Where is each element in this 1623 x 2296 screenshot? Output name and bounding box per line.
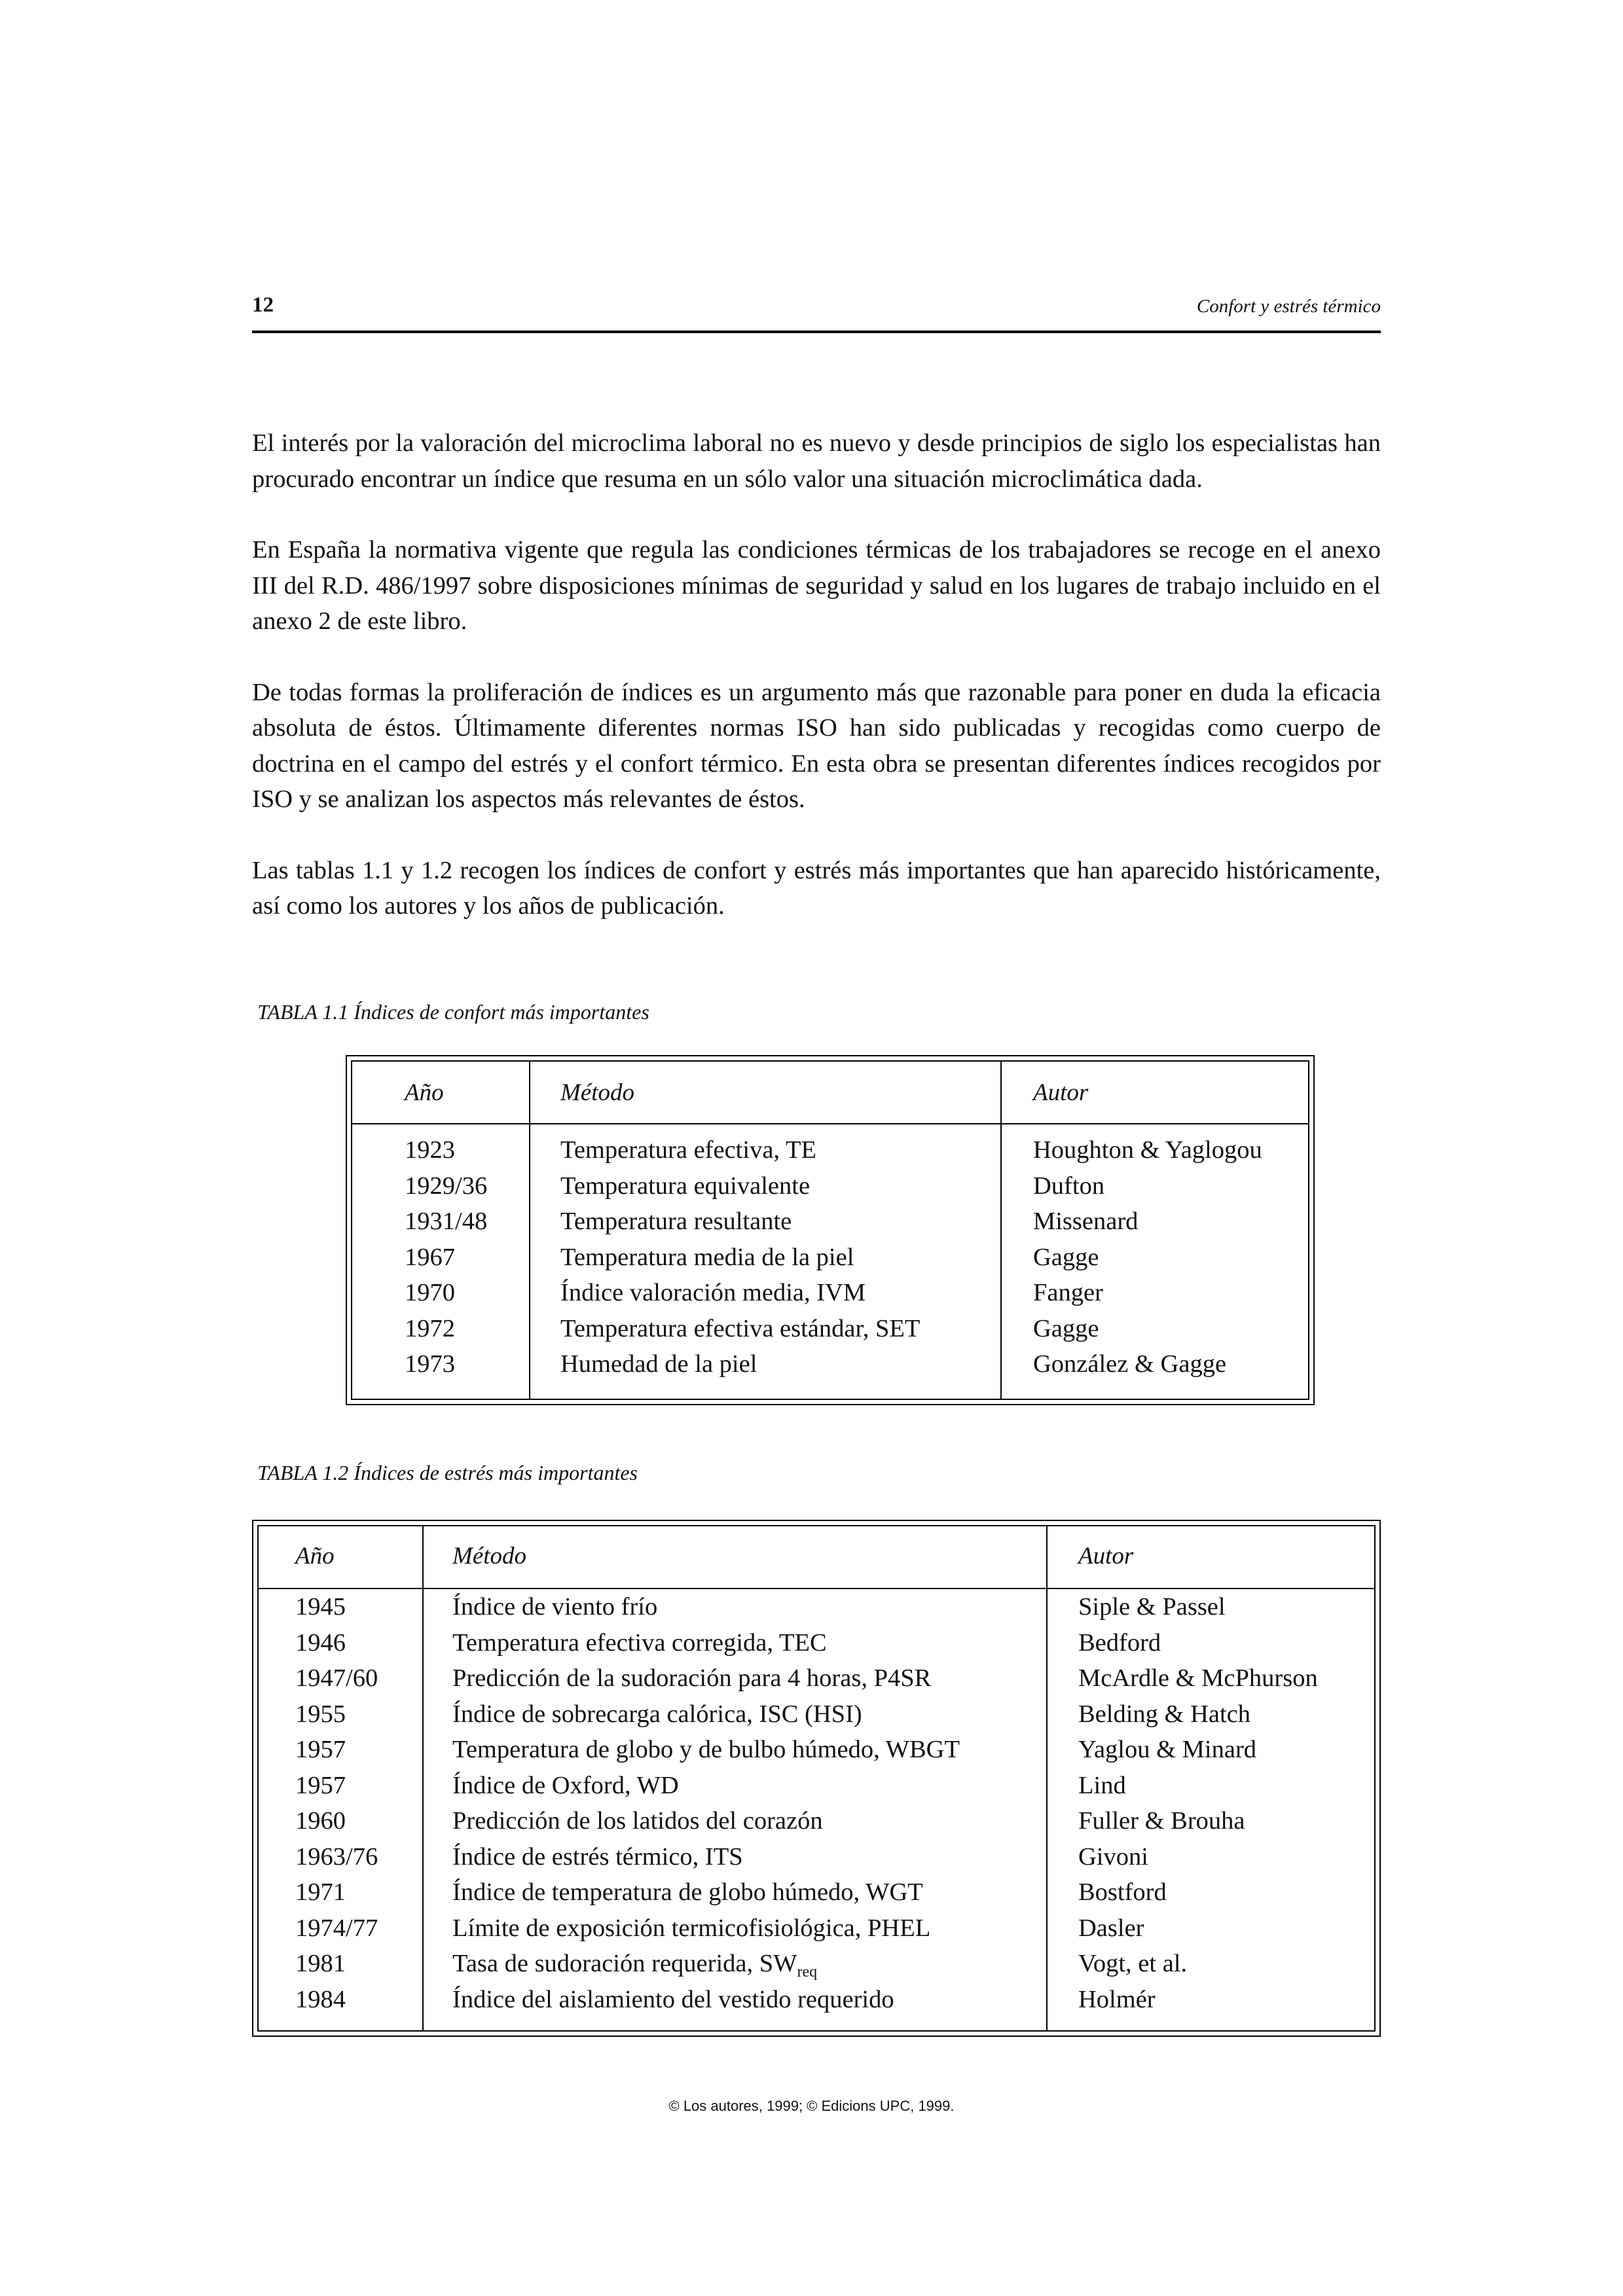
table1-header-author: Autor <box>1033 1079 1089 1106</box>
table-cell: Predicción de la sudoración para 4 horas, P4SR <box>452 1664 932 1692</box>
table2-header-author: Autor <box>1078 1543 1134 1570</box>
table-cell: Lind <box>1078 1771 1126 1799</box>
table-cell: Temperatura efectiva estándar, SET <box>560 1314 921 1342</box>
table-cell: 1957 <box>295 1771 346 1799</box>
table1 <box>346 1055 1315 1405</box>
table1-method-column <box>560 1132 920 1382</box>
table-cell: Gagge <box>1033 1243 1099 1271</box>
table-cell: 1955 <box>295 1700 346 1728</box>
table2-divider <box>422 1526 424 2030</box>
table-cell: Dufton <box>1033 1172 1105 1200</box>
table-cell: Índice valoración media, IVM <box>560 1279 866 1306</box>
table-cell: Vogt, et al. <box>1078 1950 1188 1977</box>
table-cell: 1947/60 <box>295 1664 378 1692</box>
table-cell: Bostford <box>1078 1878 1167 1906</box>
page-number: 12 <box>252 293 274 317</box>
table2-header-method: Método <box>452 1543 527 1570</box>
table-cell: Humedad de la piel <box>560 1350 757 1378</box>
table-cell: 1984 <box>295 1985 346 2013</box>
paragraph: En España la normativa vigente que regula las condiciones térmicas de los trabajadores se recoge en el anexo III del R.D. 486/1997 sobre disposiciones mínimas de seguridad y salud en los lugares de trabajo incluido en el anexo 2 de este libro. <box>252 536 1381 635</box>
table-cell: 1931/48 <box>405 1208 488 1235</box>
table1-caption: TABLA 1.1 Índices de confort más importantes <box>257 1000 649 1024</box>
table-cell: Holmér <box>1078 1985 1156 2013</box>
table-cell: Fanger <box>1033 1279 1103 1306</box>
table-cell: McArdle & McPhurson <box>1078 1664 1318 1692</box>
table-cell: Temperatura efectiva, TE <box>560 1136 816 1164</box>
table-cell: Límite de exposición termicofisiológica, PHEL <box>452 1914 931 1942</box>
table2-author-column <box>1078 1589 1318 2017</box>
table-cell: Dasler <box>1078 1914 1144 1942</box>
table-cell <box>452 1946 960 1982</box>
table-cell: 1960 <box>295 1807 346 1835</box>
table-cell: Temperatura resultante <box>560 1208 792 1235</box>
copyright-footer: © Los autores, 1999; © Edicions UPC, 1999. <box>668 2098 955 2114</box>
table2-header-year: Año <box>295 1543 335 1570</box>
table-cell: Índice del aislamiento del vestido requerido <box>452 1985 894 2013</box>
table1-header-method: Método <box>560 1079 635 1106</box>
table1-inner-frame <box>351 1060 1309 1400</box>
table-cell: Belding & Hatch <box>1078 1700 1251 1728</box>
table-cell: 1981 <box>295 1950 346 1977</box>
running-title: Confort y estrés térmico <box>1196 296 1381 317</box>
table-cell: Temperatura equivalente <box>560 1172 811 1200</box>
table-cell: Índice de temperatura de globo húmedo, WGT <box>452 1878 923 1906</box>
table-cell: Índice de Oxford, WD <box>452 1771 679 1799</box>
table2 <box>252 1520 1381 2037</box>
table1-header-rule <box>352 1123 1308 1124</box>
table1-header-year: Año <box>405 1079 444 1106</box>
table-cell: Yaglou & Minard <box>1078 1736 1257 1763</box>
table2-caption: TABLA 1.2 Índices de estrés más importantes <box>257 1461 638 1484</box>
table2-year-column <box>295 1589 378 2017</box>
table-cell: Índice de estrés térmico, ITS <box>452 1842 743 1871</box>
header-rule <box>252 331 1381 333</box>
table-cell: 1970 <box>405 1279 455 1306</box>
table-cell: Fuller & Brouha <box>1078 1807 1245 1835</box>
table-cell: 1974/77 <box>295 1914 378 1942</box>
table-cell: 1967 <box>405 1243 455 1271</box>
table-cell: Givoni <box>1078 1842 1148 1871</box>
paragraph: Las tablas 1.1 y 1.2 recogen los índices de confort y estrés más importantes que han aparecido históricamente, así como los autores y los años de publicación. <box>252 856 1381 920</box>
table-cell: González & Gagge <box>1033 1350 1227 1378</box>
paragraph: De todas formas la proliferación de índices es un argumento más que razonable para poner en duda la eficacia absoluta de éstos. Últimamente diferentes normas ISO han sido publicadas y recogidas como cuerpo de doctrina en el campo del estrés y el confort térmico. En esta obra se presentan diferentes índices recogidos por ISO y se analizan los aspectos más relevantes de éstos. <box>252 678 1381 813</box>
table2-divider <box>1046 1526 1048 2030</box>
table-cell: 1946 <box>295 1628 346 1657</box>
table-cell: Houghton & Yaglogou <box>1033 1136 1262 1164</box>
table-cell: Missenard <box>1033 1208 1139 1235</box>
table-cell: 1971 <box>295 1878 346 1906</box>
table-cell: 1923 <box>405 1136 455 1164</box>
body-text <box>252 425 1381 960</box>
table-cell: 1973 <box>405 1350 455 1378</box>
table-cell: 1945 <box>295 1593 346 1621</box>
subscript: req <box>797 1964 818 1981</box>
table-cell-text: Tasa de sudoración requerida, SW <box>452 1950 797 1977</box>
table2-inner-frame <box>257 1525 1376 2032</box>
table1-author-column <box>1033 1132 1262 1382</box>
table-cell: Temperatura efectiva corregida, TEC <box>452 1628 827 1657</box>
table1-divider <box>529 1062 530 1399</box>
table-cell: 1972 <box>405 1314 455 1342</box>
table-cell: 1957 <box>295 1736 346 1763</box>
table-cell: Predicción de los latidos del corazón <box>452 1807 823 1835</box>
table-cell: Temperatura de globo y de bulbo húmedo, WBGT <box>452 1736 960 1763</box>
table-cell: 1929/36 <box>405 1172 488 1200</box>
table2-method-column <box>452 1589 960 2017</box>
table1-divider <box>1000 1062 1002 1399</box>
table-cell: 1963/76 <box>295 1842 378 1871</box>
table-cell: Gagge <box>1033 1314 1099 1342</box>
table-cell: Índice de sobrecarga calórica, ISC (HSI) <box>452 1700 862 1728</box>
table-cell: Temperatura media de la piel <box>560 1243 854 1271</box>
paragraph: El interés por la valoración del microclima laboral no es nuevo y desde principios de siglo los especialistas han procurado encontrar un índice que resuma en un sólo valor una situación microclimática dada. <box>252 429 1381 493</box>
table1-year-column <box>405 1132 487 1382</box>
table-cell: Bedford <box>1078 1628 1161 1657</box>
table-cell: Índice de viento frío <box>452 1593 658 1621</box>
table-cell: Siple & Passel <box>1078 1593 1226 1621</box>
